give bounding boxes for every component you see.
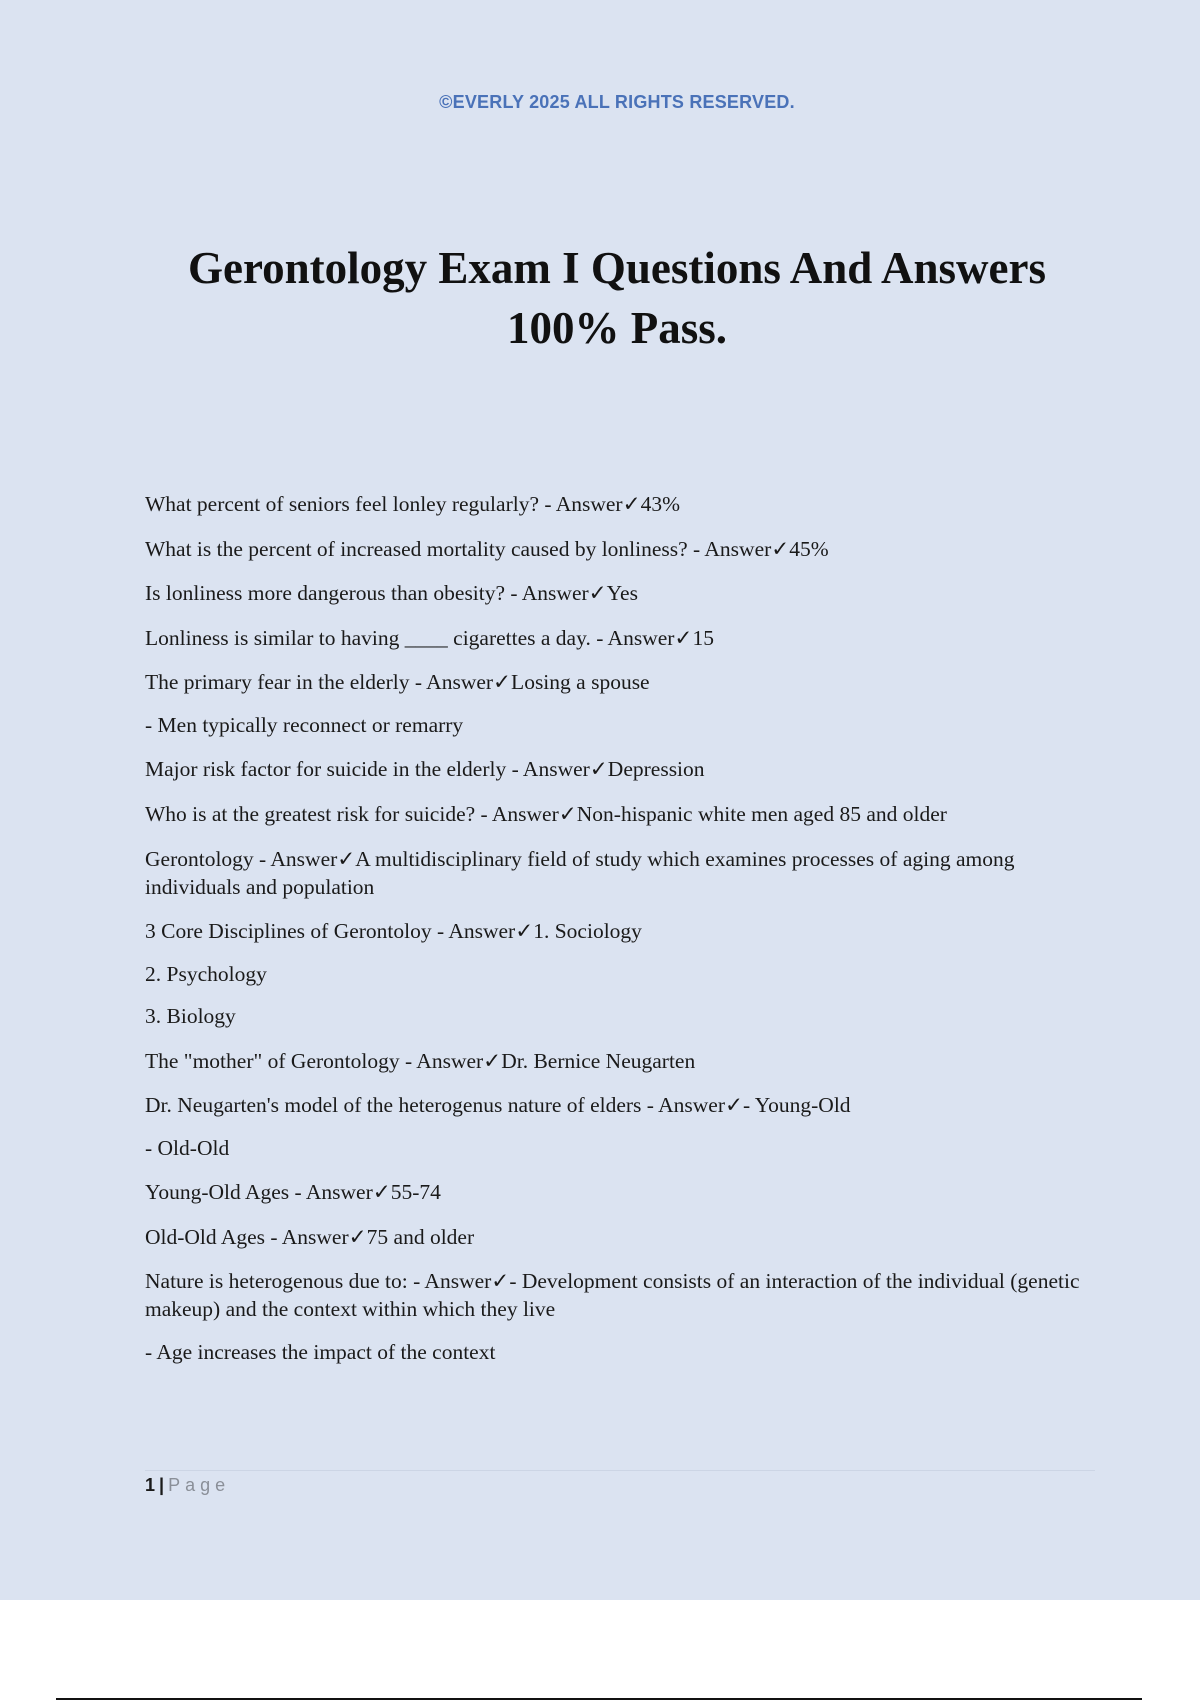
qa-line: Lonliness is similar to having ____ cigarettes a day. - Answer✓15 (145, 625, 714, 650)
qa-line: Nature is heterogenous due to: - Answer✓- Development consists of an interaction of the individual (genetic makeup) and the context within which they live (145, 1269, 1080, 1322)
qa-line: 3 Core Disciplines of Gerontoloy - Answer✓1. Sociology (145, 919, 642, 944)
qa-line: Young-Old Ages - Answer✓55-74 (145, 1180, 441, 1205)
qa-line: The "mother" of Gerontology - Answer✓Dr. Bernice Neugarten (145, 1048, 696, 1073)
title-line-1: Gerontology Exam I Questions And Answers (187, 243, 1047, 293)
qa-line: Gerontology - Answer✓A multidisciplinary field of study which examines processes of aging among individuals and population (145, 846, 1015, 899)
page-footer (145, 1475, 230, 1496)
footer-divider (145, 1470, 1095, 1471)
qa-line: What percent of seniors feel lonley regularly? - Answer✓43% (145, 492, 681, 516)
qa-line: Major risk factor for suicide in the elderly - Answer✓Depression (145, 757, 705, 782)
qa-line: What is the percent of increased mortality caused by lonliness? - Answer✓45% (145, 536, 829, 561)
document-title (60, 238, 1174, 358)
title-line-2: 100% Pass. (506, 303, 727, 353)
qa-list (145, 490, 1095, 1382)
qa-line: - Old-Old (145, 1135, 230, 1160)
qa-line: The primary fear in the elderly - Answer✓Losing a spouse (145, 670, 650, 695)
page-number: 1 (145, 1475, 156, 1495)
page-label: Page (168, 1475, 231, 1495)
qa-line: Dr. Neugarten's model of the heterogenus nature of elders - Answer✓- Young-Old (145, 1093, 851, 1118)
qa-line: Who is at the greatest risk for suicide? - Answer✓Non-hispanic white men aged 85 and older (145, 801, 947, 826)
qa-line: 3. Biology (145, 1003, 236, 1028)
qa-line: Old-Old Ages - Answer✓75 and older (145, 1224, 475, 1249)
footer-separator: | (159, 1475, 165, 1495)
qa-line: - Age increases the impact of the context (145, 1339, 496, 1364)
qa-line: - Men typically reconnect or remarry (145, 712, 464, 737)
qa-line: Is lonliness more dangerous than obesity? - Answer✓Yes (145, 581, 638, 606)
copyright-header: ©EVERLY 2025 ALL RIGHTS RESERVED. (439, 92, 795, 112)
qa-line: 2. Psychology (145, 961, 267, 986)
